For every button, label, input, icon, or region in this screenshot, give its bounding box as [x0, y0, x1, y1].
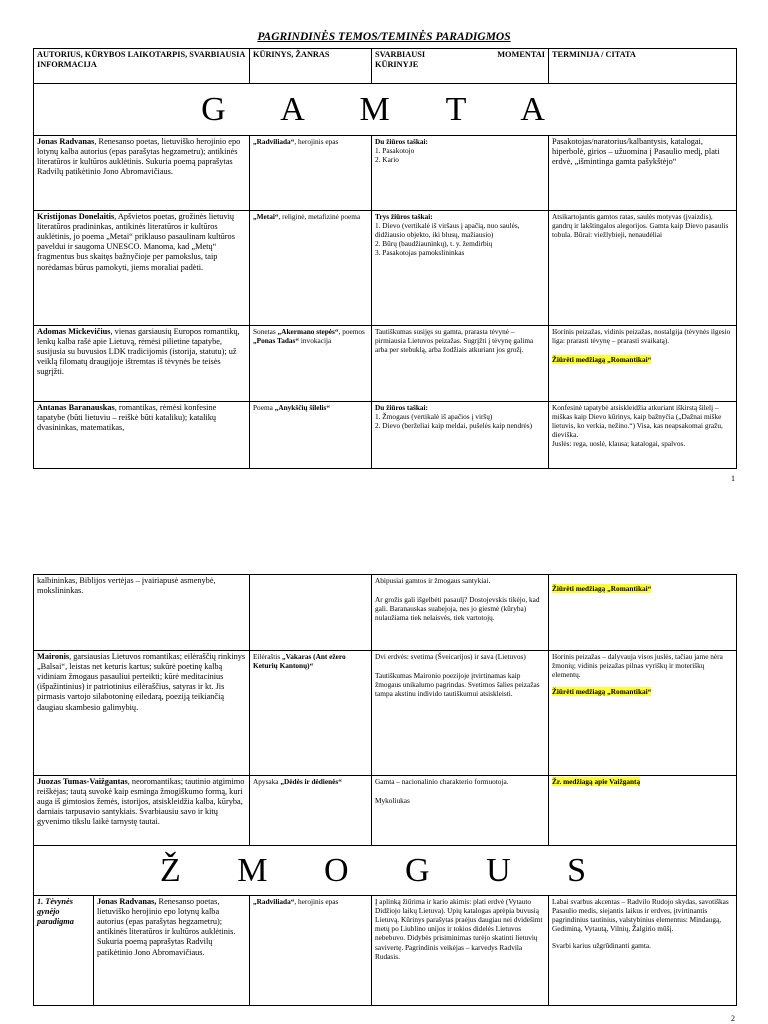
moments-cell: Į aplinką žiūrima ir kario akimis: plati erdvė (Vytauto Didžiojo laikų Lietuva). Upių katalogas aprėpia buvusią Lietuvą. Kūrinys parašytas praėjus daugiau nei dvidešimt metų po Liublino unijos ir tokios didelės Lietuvos nebebuvo. Didybės prisiminimas turėjo skatinti lietuvių savivertę. Pagrindinis veikėjas – karvedys Radvila Rudasis.: [372, 896, 549, 1006]
table-row: [34, 326, 737, 402]
table-row: [34, 575, 737, 651]
author-cell: kalbininkas, Biblijos vertėjas – įvairiapusė asmenybė, mokslininkas.: [34, 575, 250, 651]
moments-cell: Gamta – nacionalinio charakterio formuotoja. Mykoliukas: [372, 776, 549, 846]
author-cell: Maironis, garsiausias Lietuvos romantikas; eilėraščių rinkinys „Balsai“, leistas net keturis kartus; sukūrė poetinę kalbą vidiniam žmogaus pasauliui perteikti; kūrė meditacinius (išpažintinius) ir patriotinius eilėraščius, satyras ir kt. Jis pirmasis vartojo silabotoninę eiledarą, poeziją teikiančią daugiau skambesio galimybių.: [34, 651, 250, 776]
header-row: [34, 49, 737, 84]
author-cell: Jonas Radvanas, Renesanso poetas, lietuviško herojinio epo lotynų kalba autorius (epas parašytas hegzametru); antikinės literatūros ir kultūros auklėtinis. Sukuria poemą paprašytas Radvilų patikėtinio Jono Abromavičiaus.: [94, 896, 250, 1006]
author-cell: Jonas Radvanas, Renesanso poetas, lietuviško herojinio epo lotynų kalba autorius (epas parašytas hegzametru); antikinės literatūros ir kultūros auklėtinis. Sukuria poemą paprašytas Radvilų patikėtinio Jono Abromavičiaus.: [34, 136, 250, 211]
work-cell: Sonetas „Akermano stepės“, poemos „Ponas Tadas“ invokacija: [250, 326, 372, 402]
work-cell: Poema „Anykščių šilelis“: [250, 402, 372, 469]
terms-cell: Išorinis peizažas – dalyvauja visos juslės, tačiau jame nėra žmonių; vidinis peizažas pilnas vyriškų ir moteriškų elementų. Žiūrėti medžiagą „Romantikai“: [549, 651, 737, 776]
author-cell: Juozas Tumas-Vaižgantas, neoromantikas; tautinio atgimimo reiškėjas; tautą suvokė kaip esminga žmogiškumo formą, kuri auga iš gimtosios žemės, istorijos, atsiskleidžia kalba, kūryba, darniais tarpusavio santykiais. Svarbiausiu savo ir kitų gyvenimo tikslu laikė tarnystę tautai.: [34, 776, 250, 846]
header-moments: SVARBIAUSI MOMENTAI KŪRINYJE: [372, 49, 549, 84]
table-row: [34, 651, 737, 776]
section-zmogus: Ž M O G U S: [34, 846, 737, 896]
table-row: [34, 136, 737, 211]
terms-cell: [549, 776, 737, 846]
terms-cell: Labai svarbus akcentas – Radvilo Rudojo skydas, savotiškas Pasaulio medis, siejantis laikus ir erdves, įtvirtinantis pagrindinius tautinius, valstybinius elementus: Mindaugą, Gediminą, Vytautą, Vilnių, Žalgirio mūšį. Svarbi karius užgrūdinanti gamta.: [549, 896, 737, 1006]
highlight-note: Žr. medžiagą apie Vaižgantą: [552, 777, 641, 786]
paradigm-cell: 1. Tėvynės gynėjo paradigma: [34, 896, 94, 1006]
page-number: 1: [731, 474, 735, 483]
moments-cell: Du žiūros taškai: 1. Žmogaus (vertikalė iš apačios į viršų) 2. Dievo (berželiai kaip meldai, pušelės kaip nendrės): [372, 402, 549, 469]
highlight-note: Žiūrėti medžiagą „Romantikai“: [552, 584, 652, 593]
work-cell: „Radviliada“, herojinis epas: [250, 896, 372, 1006]
section-gamta: G A M T A: [34, 84, 737, 136]
terms-cell: [549, 575, 737, 651]
author-cell: Kristijonas Donelaitis, Apšvietos poetas, grožinės lietuvių literatūros pradininkas, antikinės literatūros ir kultūros auklėtinis, jo poema „Metai“ priklauso pasaulinam kultūros paveldui ir saugoma UNESCO. Manoma, kad „Metų“ fragmentus bus skaitęs bažnyčioje per pamokslus, taip norėdamas būrus pamokyti, jiems moraliai padėti.: [34, 211, 250, 326]
table-row: [34, 896, 737, 1006]
terms-cell: Išorinis peizažas, vidinis peizažas, nostalgija (tėvynės ilgesio liga: prarasti tėvynę – prarasti svaikatą). Žiūrėti medžiagą „Romantikai“: [549, 326, 737, 402]
section-row-gamta: [34, 84, 737, 136]
work-cell: Apysaka „Dėdės ir dėdienės“: [250, 776, 372, 846]
highlight-note: Žiūrėti medžiagą „Romantikai“: [552, 355, 652, 365]
moments-cell: Trys žiūros taškai: 1. Dievo (vertikalė iš viršaus į apačią, nuo saulės, didžiausio objekto, iki blusų, mažiausio) 2. Būrų (baudžiauninkų), t. y. žemdirbių 3. Pasakotojas pamokslininkas: [372, 211, 549, 326]
work-cell: „Radviliada“, herojinis epas: [250, 136, 372, 211]
section-row-zmogus: [34, 846, 737, 896]
work-cell: Eilėraštis „Vakaras (Ant ežero Keturių Kantonų)“: [250, 651, 372, 776]
moments-cell: Tautiškumas susijęs su gamta, prarasta tėvynė – pirmiausia Lietuvos peizažas. Sugrįžti į tėvynę galima arba per stebuklą, arba žodžiais atkuriant jos grožį.: [372, 326, 549, 402]
page2-table: [33, 574, 737, 1006]
author-cell: Antanas Baranauskas, romantikas, rėmėsi konfesine tapatybe (būti lietuviu – reiškė būti kataliku); katalikų dvasininkas, matematikas,: [34, 402, 250, 469]
table-row: [34, 402, 737, 469]
header-terms: TERMINIJA / CITATA: [549, 49, 737, 84]
highlight-note: Žiūrėti medžiagą „Romantikai“: [552, 687, 652, 697]
page-number: 2: [731, 1014, 735, 1023]
terms-cell: Pasakotojas/naratorius/kalbantysis, katalogai, hiperbolė, girios – užuomina į Pasaulio medį, plati erdvė, „išmintinga gamta pašykštėjo“: [549, 136, 737, 211]
moments-cell: Abipusiai gamtos ir žmogaus santykiai. Ar grožis gali išgelbėti pasaulį? Dostojevskis tikėjo, kad gali. Baranauskas suabejoja, nes jo giesmė (kūryba) nulaužiama tiek nelaisvės, tiek vartotojų.: [372, 575, 549, 651]
terms-cell: Konfesinė tapatybė atsiskleidžia atkuriant iškirstą šilelį – miškas kaip Dievo kūrinys, kaip bažnyčia („Dažnai miške lietuvis, ko verkia, nežino.“) Visa, kas neapsakomai gražu, dieviška. Juslės: rega, uoslė, klausa; katalogai, spalvos.: [549, 402, 737, 469]
work-cell: „Metai“, religinė, metafizinė poema: [250, 211, 372, 326]
document-title: PAGRINDINĖS TEMOS/TEMINĖS PARADIGMOS: [257, 31, 511, 43]
page1-table: [33, 48, 737, 469]
work-cell: [250, 575, 372, 651]
table-row: [34, 211, 737, 326]
table-row: [34, 776, 737, 846]
terms-cell: Atsikartojantis gamtos ratas, saulės motyvas (įvaizdis), gandrų ir lakštingalos alegorijos. Gamta kaip Dievo pasaulis tobula. Būrai: viežlybieji, nenaudėliai: [549, 211, 737, 326]
author-cell: Adomas Mickevičius, vienas garsiausių Europos romantikų, lenkų kalba rašė apie Lietuvą, rėmėsi pilietine tapatybe, susijusia su buvusios LDK tradicijomis (istorija, statutu); už veiklą filomatų draugijoje ištremtas iš tėvynės be teisės sugrįžti.: [34, 326, 250, 402]
header-work: KŪRINYS, ŽANRAS: [250, 49, 372, 84]
moments-cell: Dvi erdvės: svetima (Šveicarijos) ir sava (Lietuvos) Tautiškumas Maironio poezijoje įtvirtinamas kaip žmogaus unikalumo pagrindas. Svetimos šalies peizažas tampa akstinu individo tautiškumui atsiskleisti.: [372, 651, 549, 776]
moments-cell: Du žiūros taškai: 1. Pasakotojo 2. Kario: [372, 136, 549, 211]
header-author: AUTORIUS, KŪRYBOS LAIKOTARPIS, SVARBIAUSIA INFORMACIJA: [34, 49, 250, 84]
